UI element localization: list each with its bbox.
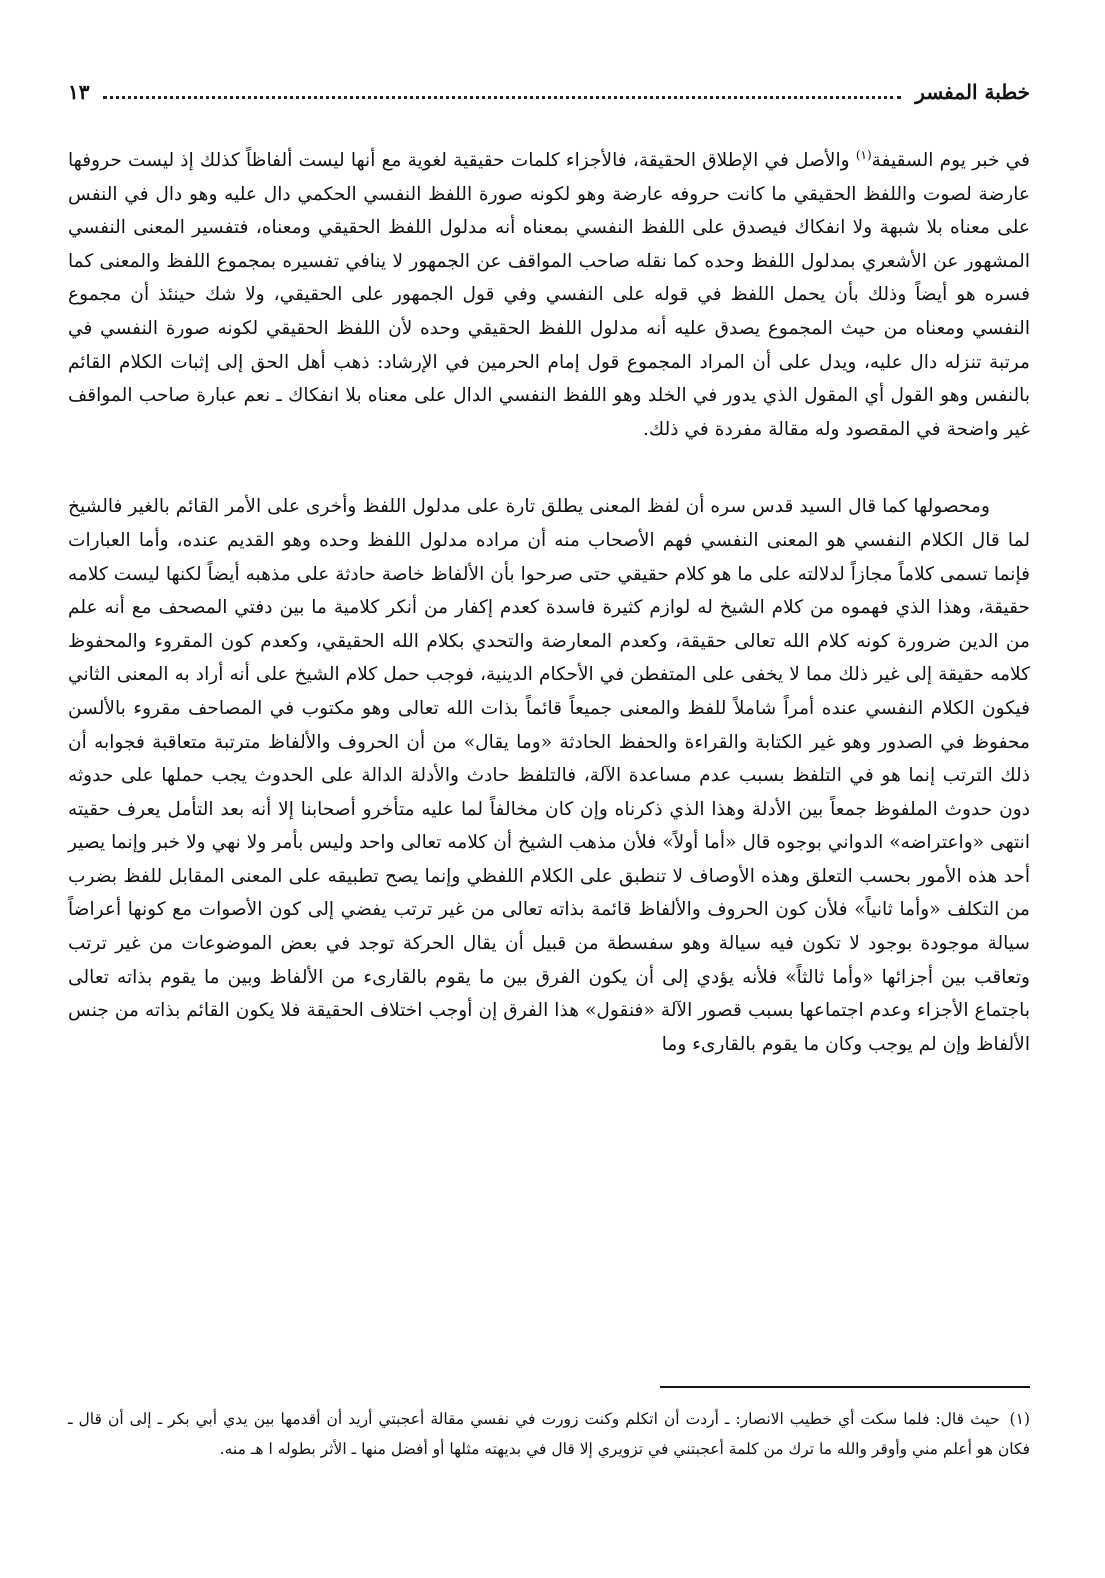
- main-text: [68, 144, 1030, 1061]
- page-number: ١٣: [68, 80, 90, 104]
- footnotes: [68, 1404, 1030, 1464]
- leader-dots: [103, 95, 901, 99]
- paragraph-1: [68, 144, 1030, 446]
- footnote-reference[interactable]: (١): [855, 147, 872, 162]
- paragraph-1-rest: والأصل في الإطلاق الحقيقة، فالأجزاء كلمات حقيقية لغوية مع أنها ليست ألفاظاً كذلك إذ ليست حروفها عارضة لصوت واللفظ الحقيقي ما كانت حروفه عارضة وهو لكونه صورة اللفظ النفسي الحكمي دال عليه وهو دال في النفس على معناه بلا شبهة ولا انفكاك فيصدق على اللفظ النفسي بمعناه أنه مدلول اللفظ الحقيقي ومعناه، فتفسير المعنى النفسي المشهور عن الأشعري بمدلول اللفظ وحده كما نقله صاحب المواقف عن الجمهور لا ينافي تفسيره بمجموع اللفظ والمعنى كما فسره هو أيضاً وذلك بأن يحمل اللفظ في قوله على النفسي وفي قول الجمهور على الحقيقي، ولا شك حينئذ أن مجموع النفسي ومعناه من حيث المجموع يصدق عليه أنه مدلول اللفظ الحقيقي وحده لأن اللفظ الحقيقي لكونه صورة النفسي في مرتبة تنزله دال عليه، ويدل على أن المراد المجموع قول إمام الحرمين في الإرشاد: ذهب أهل الحق إلى إثبات الكلام القائم بالنفس وهو القول أي المقول الذي يدور في الخلد وهو اللفظ النفسي الدال على معناه بلا انفكاك ـ نعم عبارة صاحب المواقف غير واضحة في المقصود وله مقالة مفردة في ذلك.: [68, 150, 1030, 440]
- paragraph-gap: [68, 446, 1030, 490]
- footnote-text: حيث قال: فلما سكت أي خطيب الانصار: ـ أردت أن اتكلم وكنت زورت في نفسي مقالة أعجبتي أريد أن أقدمها بين يدي أبي بكر ـ إلى أن قال ـ فكان هو أعلم مني وأوقر والله ما ترك من كلمة أعجبتني في تزويري إلا قال في بديهته مثلها أو أفضل منها ـ الأثر بطوله ا هـ منه.: [68, 1410, 1030, 1458]
- footnote-separator: [660, 1386, 1030, 1388]
- running-head-title: خطبة المفسر: [915, 80, 1030, 104]
- paragraph-2: ومحصولها كما قال السيد قدس سره أن لفظ المعنى يطلق تارة على مدلول اللفظ وأخرى على الأمر القائم بالغير فالشيخ لما قال الكلام النفسي هو المعنى النفسي فهم الأصحاب منه أن مراده مدلول اللفظ وحده وهو القديم عنده، وأما العبارات فإنما تسمى كلاماً مجازاً لدلالته على ما هو كلام حقيقي حتى صرحوا بأن الألفاظ خاصة حادثة على مذهبه أيضاً لكنها ليست كلامه حقيقة، وهذا الذي فهموه من كلام الشيخ له لوازم كثيرة فاسدة كعدم إكفار من أنكر كلامية ما بين دفتي المصحف مع أنه علم من الدين ضرورة كونه كلام الله تعالى حقيقة، وكعدم المعارضة والتحدي بكلام الله الحقيقي، وكعدم كون المقروء والمحفوظ كلامه حقيقة إلى غير ذلك مما لا يخفى على المتفطن في الأحكام الدينية، فوجب حمل كلام الشيخ على أنه أراد به المعنى الثاني فيكون الكلام النفسي عنده أمراً شاملاً للفظ والمعنى جميعاً قائماً بذات الله تعالى وهو مكتوب في المصاحف مقروء بالألسن محفوظ في الصدور وهو غير الكتابة والقراءة والحفظ الحادثة «وما يقال» من أن الحروف والألفاظ مترتبة متعاقبة فجوابه أن ذلك الترتب إنما هو في التلفظ بسبب عدم مساعدة الآلة، فالتلفظ حادث والأدلة الدالة على الحدوث يجب حملها على حدوثه دون حدوث الملفوظ جمعاً بين الأدلة وهذا الذي ذكرناه وإن كان مخالفاً لما عليه متأخرو أصحابنا إلا أنه بعد التأمل يعرف حقيته انتهى «واعتراضه» الدواني بوجوه قال «أما أولاً» فلأن مذهب الشيخ أن كلامه تعالى واحد وليس بأمر ولا نهي ولا خبر وإنما يصير أحد هذه الأمور بحسب التعلق وهذه الأوصاف لا تنطبق على الكلام اللفظي وإنما يصح تطبيقه على المعنى المقابل للفظ بضرب من التكلف «وأما ثانياً» فلأن كون الحروف والألفاظ قائمة بذاته تعالى من غير ترتب يفضي إلى كون الأصوات مع كونها أعراضاً سيالة موجودة بوجود لا تكون فيه سيالة وهو سفسطة من قبيل أن يقال الحركة توجد في بعض الموضوعات من غير ترتب وتعاقب بين أجزائها «وأما ثالثاً» فلأنه يؤدي إلى أن يكون الفرق بين ما يقوم بالقارىء من الألفاظ وبين ما يقوم بذاته تعالى باجتماع الأجزاء وعدم اجتماعها بسبب قصور الآلة «فنقول» هذا الفرق إن أوجب اختلاف الحقيقة فلا يكون القائم بذاته من جنس الألفاظ وإن لم يوجب وكان ما يقوم بالقارىء وما: [68, 496, 1030, 1055]
- book-page: [68, 70, 1030, 1540]
- footnote-1: [68, 1404, 1030, 1464]
- running-head: [68, 80, 1030, 114]
- footnote-marker: (١): [1009, 1410, 1030, 1428]
- paragraph-1-start: في خبر يوم السقيفة: [871, 150, 1030, 171]
